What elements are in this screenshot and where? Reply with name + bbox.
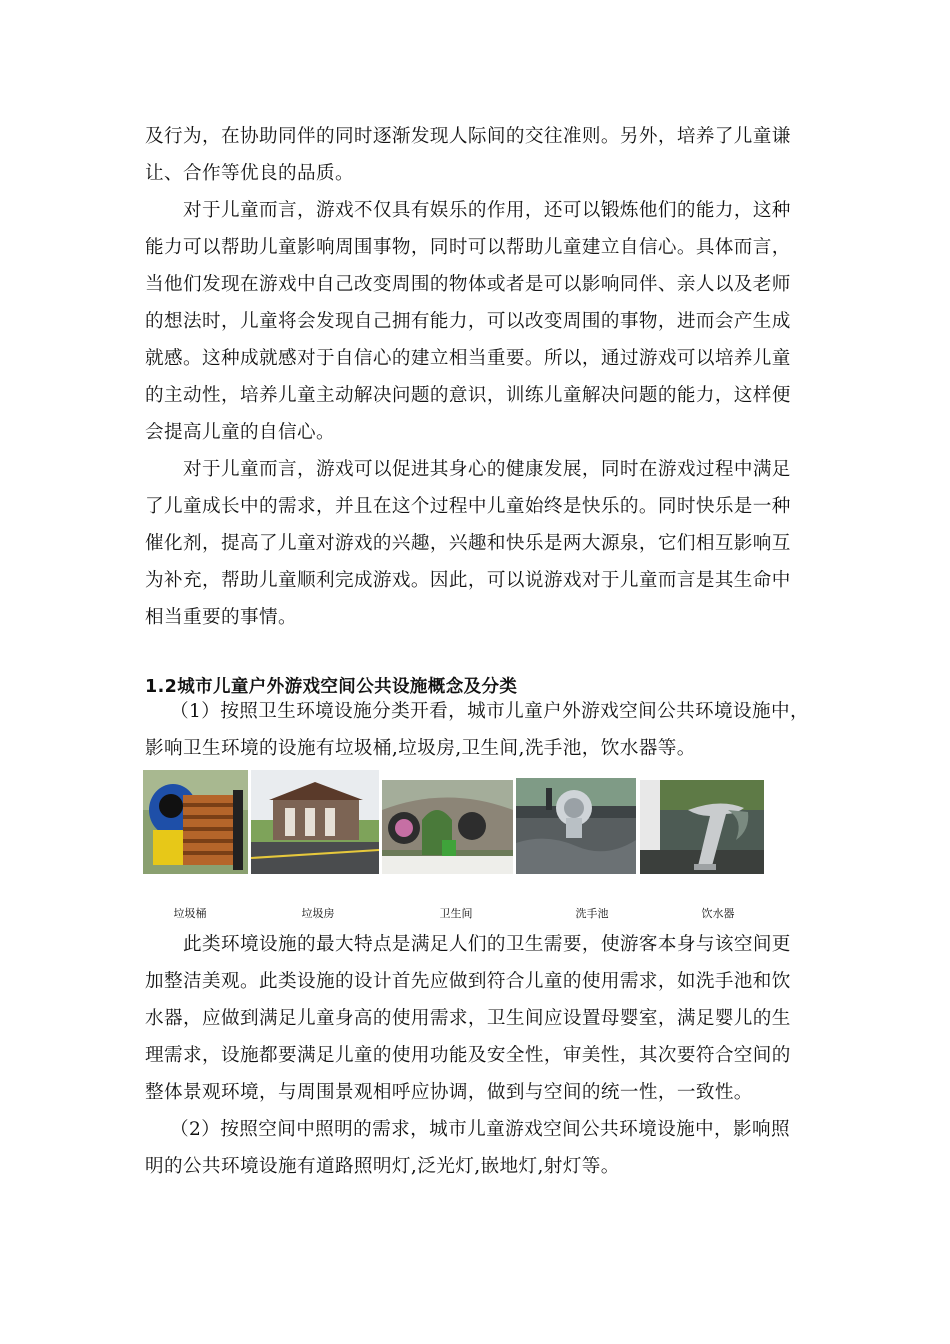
text-line: （1）按照卫生环境设施分类开看，城市儿童户外游戏空间公共环境设施中， — [170, 701, 810, 722]
text-line: 明的公共环境设施有道路照明灯,泛光灯,嵌地灯,射灯等。 — [145, 1156, 620, 1177]
figure-caption: 饮水器 — [701, 907, 735, 920]
waste-house-photo — [251, 770, 379, 874]
text-line: 对于儿童而言，游戏可以促进其身心的健康发展，同时在游戏过程中满足 — [183, 459, 791, 480]
text-line: 当他们发现在游戏中自己改变周围的物体或者是可以影响同伴、亲人以及老师 — [145, 274, 791, 295]
text-line: 了儿童成长中的需求，并且在这个过程中儿童始终是快乐的。同时快乐是一种 — [145, 496, 791, 517]
text-line: 的想法时，儿童将会发现自己拥有能力，可以改变周围的事物，进而会产生成 — [145, 311, 791, 332]
text-line: 及行为，在协助同伴的同时逐渐发现人际间的交往准则。另外，培养了儿童谦 — [145, 126, 791, 147]
trash-bin-photo — [143, 770, 248, 874]
figure-caption: 卫生间 — [439, 907, 473, 920]
text-line: （2）按照空间中照明的需求，城市儿童游戏空间公共环境设施中，影响照 — [170, 1119, 791, 1140]
text-line: 整体景观环境，与周围景观相呼应协调，做到与空间的统一性，一致性。 — [145, 1082, 753, 1103]
figure-caption: 洗手池 — [575, 907, 609, 920]
text-line: 为补充，帮助儿童顺利完成游戏。因此，可以说游戏对于儿童而言是其生命中 — [145, 570, 791, 591]
text-line: 相当重要的事情。 — [145, 607, 297, 628]
text-line: 理需求，设施都要满足儿童的使用功能及安全性，审美性，其次要符合空间的 — [145, 1045, 791, 1066]
restroom-photo — [382, 780, 513, 874]
text-line: 的主动性，培养儿童主动解决问题的意识，训练儿童解决问题的能力，这样便 — [145, 385, 791, 406]
text-line: 让、合作等优良的品质。 — [145, 163, 354, 184]
text-line: 能力可以帮助儿童影响周围事物，同时可以帮助儿童建立自信心。具体而言， — [145, 237, 791, 258]
section-heading: 1.2城市儿童户外游戏空间公共设施概念及分类 — [145, 677, 518, 697]
drinking-fountain-photo — [640, 780, 764, 874]
text-line: 就感。这种成就感对于自信心的建立相当重要。所以，通过游戏可以培养儿童 — [145, 348, 791, 369]
text-line: 催化剂，提高了儿童对游戏的兴趣，兴趣和快乐是两大源泉，它们相互影响互 — [145, 533, 791, 554]
text-line: 水器，应做到满足儿童身高的使用需求，卫生间应设置母婴室，满足婴儿的生 — [145, 1008, 791, 1029]
text-line: 加整洁美观。此类设施的设计首先应做到符合儿童的使用需求，如洗手池和饮 — [145, 971, 791, 992]
hand-wash-basin-photo — [516, 778, 636, 874]
text-line: 此类环境设施的最大特点是满足人们的卫生需要，使游客本身与该空间更 — [183, 934, 791, 955]
text-line: 影响卫生环境的设施有垃圾桶,垃圾房,卫生间,洗手池，饮水器等。 — [145, 738, 696, 759]
text-line: 对于儿童而言，游戏不仅具有娱乐的作用，还可以锻炼他们的能力，这种 — [183, 200, 791, 221]
figure-caption: 垃圾桶 — [173, 907, 207, 920]
text-line: 会提高儿童的自信心。 — [145, 422, 335, 443]
figure-caption: 垃圾房 — [301, 907, 335, 920]
